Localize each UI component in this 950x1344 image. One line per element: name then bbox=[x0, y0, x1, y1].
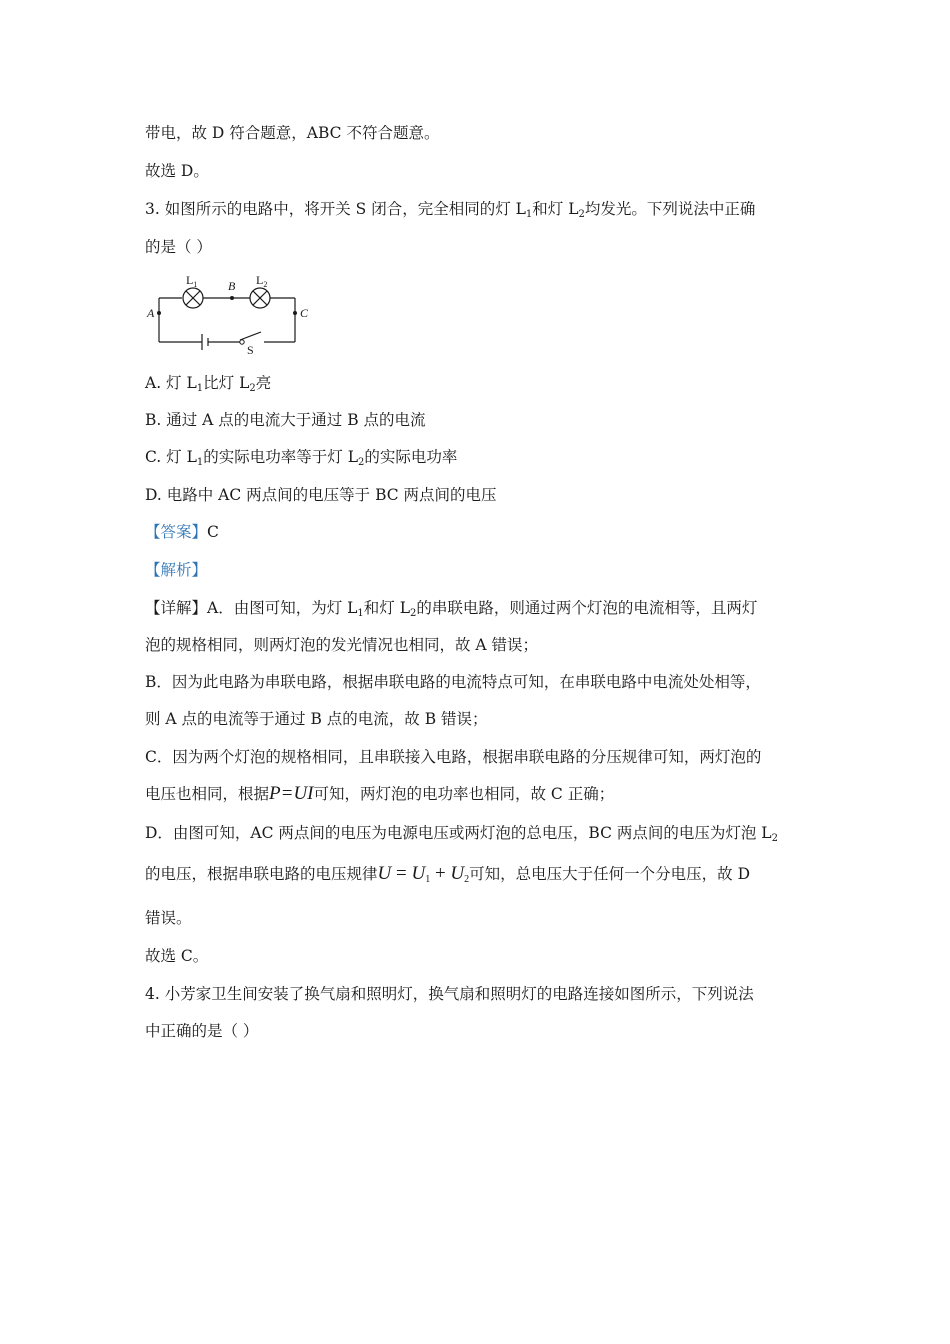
detail-line: 则 A 点的电流等于通过 B 点的电流，故 B 错误； bbox=[145, 710, 488, 728]
detail-line: 泡的规格相同，则两灯泡的发光情况也相同，故 A 错误； bbox=[145, 636, 539, 654]
text-line: 故选 D。 bbox=[145, 162, 209, 180]
switch-label: S bbox=[247, 343, 254, 357]
circuit-diagram bbox=[140, 268, 320, 358]
text: 可知，两灯泡的电功率也相同，故 C 正确； bbox=[313, 785, 615, 803]
lamp-1-label: $L_1$ bbox=[186, 273, 198, 289]
subscript: 1 bbox=[525, 209, 533, 220]
detail-line: 故选 C。 bbox=[145, 947, 209, 965]
text: 的串联电路，则通过两个灯泡的电流相等，且两灯 bbox=[416, 599, 758, 617]
text: 【详解】A．由图可知，为灯 L bbox=[145, 599, 358, 617]
text: 均发光。下列说法中正确 bbox=[584, 200, 756, 218]
option-c bbox=[145, 446, 457, 468]
detail-line bbox=[145, 783, 614, 805]
text: A. 灯 L bbox=[145, 374, 197, 392]
answer-tag: 【答案】 bbox=[145, 523, 208, 541]
subscript: 2 bbox=[410, 608, 417, 619]
subscript: 1 bbox=[357, 608, 364, 619]
text: 和灯 L bbox=[532, 200, 579, 218]
text: C. 灯 L bbox=[145, 448, 197, 466]
text: 的实际电功率 bbox=[364, 448, 458, 466]
option-d: D. 电路中 AC 两点间的电压等于 BC 两点间的电压 bbox=[145, 486, 497, 504]
text: 比灯 L bbox=[203, 374, 250, 392]
text: 亮 bbox=[255, 374, 272, 392]
question-4-stem: 4. 小芳家卫生间安装了换气扇和照明灯，换气扇和照明灯的电路连接如图所示，下列说法 bbox=[145, 985, 754, 1003]
text: 电压也相同，根据 bbox=[145, 785, 270, 803]
answer-line bbox=[145, 521, 219, 543]
point-b-label: B bbox=[228, 279, 236, 293]
point-c-label: C bbox=[300, 306, 309, 320]
text: 的实际电功率等于灯 L bbox=[203, 448, 358, 466]
detail-line: C．因为两个灯泡的规格相同，且串联接入电路，根据串联电路的分压规律可知，两灯泡的 bbox=[145, 748, 762, 766]
text: 可知，总电压大于任何一个分电压，故 D bbox=[469, 865, 751, 883]
subscript: 2 bbox=[771, 833, 778, 844]
detail-line: B．因为此电路为串联电路，根据串联电路的电流特点可知，在串联电路中电流处处相等， bbox=[145, 673, 761, 691]
text: 和灯 L bbox=[363, 599, 411, 617]
question-3-stem bbox=[145, 198, 755, 220]
question-4-stem: 中正确的是（ ） bbox=[145, 1022, 259, 1040]
subscript: 1 bbox=[196, 383, 204, 394]
text-line: 的是（ ） bbox=[145, 238, 212, 256]
text: 的电压，根据串联电路的电压规律 bbox=[145, 865, 378, 883]
analysis-label: 【解析】 bbox=[145, 561, 208, 579]
detail-line bbox=[145, 822, 778, 844]
subscript: 2 bbox=[249, 383, 256, 394]
detail-line bbox=[145, 863, 750, 885]
analysis-tag bbox=[145, 559, 207, 581]
text: D．由图可知，AC 两点间的电压为电源电压或两灯泡的总电压，BC 两点间的电压为灯泡 L bbox=[145, 824, 772, 842]
lamp-2-label: $L_2$ bbox=[256, 273, 268, 289]
power-formula: P=UI bbox=[269, 783, 314, 804]
text-line: 带电，故 D 符合题意，ABC 不符合题意。 bbox=[145, 124, 440, 142]
option-b: B. 通过 A 点的电流大于通过 B 点的电流 bbox=[145, 411, 426, 429]
point-a-label: A bbox=[147, 306, 155, 320]
answer-value: C bbox=[207, 523, 219, 541]
voltage-formula: $U = U_1 + U_2$ bbox=[377, 863, 470, 885]
subscript: 1 bbox=[196, 457, 204, 468]
text: 3. 如图所示的电路中，将开关 S 闭合，完全相同的灯 L bbox=[145, 200, 526, 218]
subscript: 2 bbox=[358, 457, 365, 468]
detail-line bbox=[145, 597, 757, 619]
option-a bbox=[145, 372, 271, 394]
detail-line: 错误。 bbox=[145, 909, 192, 927]
subscript: 2 bbox=[578, 209, 585, 220]
